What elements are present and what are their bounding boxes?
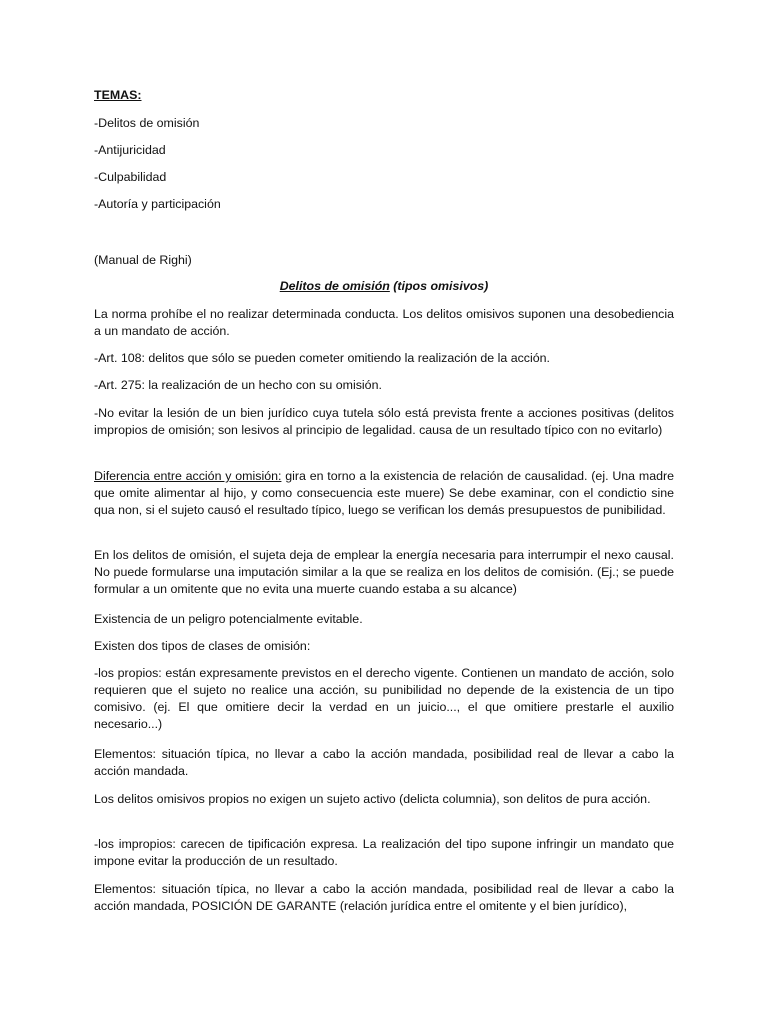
paragraph: -No evitar la lesión de un bien jurídico cuya tutela sólo está prevista frente a acciones positivas (delitos impropios de omisión; son lesivos al principio de legalidad. causa de un resultado típico con no evitarlo) (94, 406, 674, 437)
source-reference: (Manual de Righi) (94, 253, 192, 267)
temas-heading: TEMAS: (94, 88, 142, 102)
diferencia-lead: Diferencia entre acción y omisión: (94, 469, 282, 483)
paragraph: Existencia de un peligro potencialmente evitable. (94, 612, 363, 626)
paragraph: En los delitos de omisión, el sujeta deja de emplear la energía necesaria para interrumpir el nexo causal. No puede formularse una imputación similar a la que se realiza en los delitos de comisión. (Ej.; se puede formular a un omitente que no evita una muerte cuando estaba a su alcance) (94, 548, 674, 596)
paragraph: La norma prohíbe el no realizar determinada conducta. Los delitos omisivos suponen una desobediencia a un mandato de acción. (94, 307, 674, 338)
paragraph: -Art. 275: la realización de un hecho con su omisión. (94, 378, 382, 392)
paragraph: Existen dos tipos de clases de omisión: (94, 639, 311, 653)
diferencia-text: gira en torno a la existencia de relación de causalidad. (ej. Una madre que omite alimentar al hijo, y como consecuencia este muere) Se debe examinar, con el condictio sine qua non, si el sujeto causó el resultado típico, luego se verifican los demás presupuestos de punibilidad. (94, 469, 674, 517)
topic-item: -Delitos de omisión (94, 116, 200, 130)
paragraph: Elementos: situación típica, no llevar a cabo la acción mandada, posibilidad real de llevar a cabo la acción mandada. (94, 747, 674, 778)
paragraph: -los impropios: carecen de tipificación expresa. La realización del tipo supone infringir un mandato que impone evitar la producción de un resultado. (94, 837, 674, 868)
topic-item: -Antijuricidad (94, 143, 166, 157)
section-title-suffix: (tipos omisivos) (389, 279, 489, 293)
topic-item: -Culpabilidad (94, 170, 167, 184)
paragraph-diferencia (94, 468, 674, 519)
paragraph: -Art. 108: delitos que sólo se pueden cometer omitiendo la realización de la acción. (94, 351, 550, 365)
section-title (94, 278, 674, 295)
paragraph: Elementos: situación típica, no llevar a cabo la acción mandada, posibilidad real de llevar a cabo la acción mandada, POSICIÓN DE GARANTE (relación jurídica entre el omitente y el bien jurídico), (94, 882, 674, 913)
paragraph: -los propios: están expresamente previstos en el derecho vigente. Contienen un mandato de acción, solo requieren que el sujeto no realice una acción, su punibilidad no depende de la existencia de un tipo comisivo. (ej. El que omitiere decir la verdad en un juicio..., el que omitiere prestarle el auxilio necesario...) (94, 666, 674, 731)
paragraph: Los delitos omisivos propios no exigen un sujeto activo (delicta columnia), son delitos de pura acción. (94, 792, 651, 806)
section-title-main: Delitos de omisión (279, 279, 390, 293)
topic-item: -Autoría y participación (94, 197, 221, 211)
